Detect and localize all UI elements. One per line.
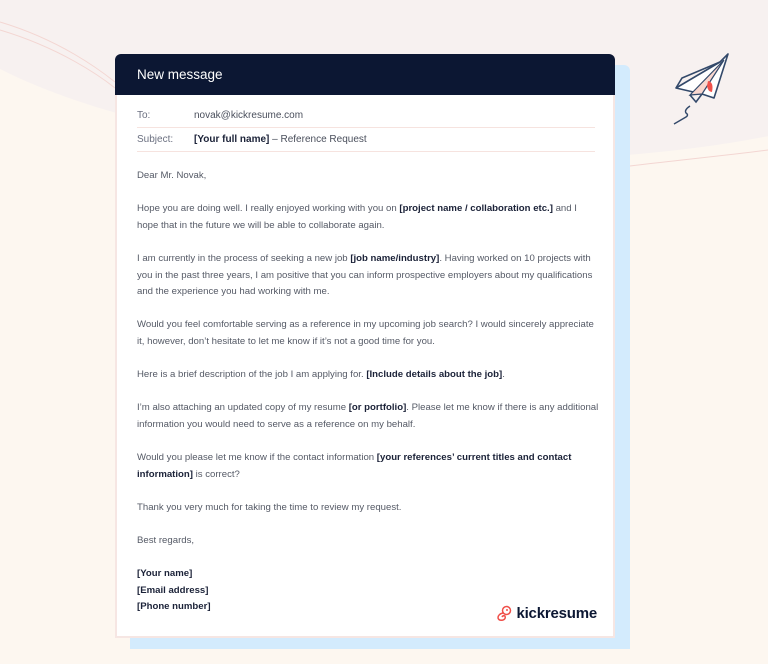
email-body[interactable] (137, 168, 599, 616)
placeholder: [project name / collaboration etc.] (399, 203, 553, 215)
subject-field[interactable] (137, 128, 595, 152)
paragraph-7: Thank you very much for taking the time to review my request. (137, 501, 402, 513)
subject-text: – Reference Request (269, 134, 367, 145)
paper-plane-icon (668, 50, 738, 128)
subject-value[interactable] (194, 134, 367, 145)
paragraph-3: Would you feel comfortable serving as a reference in my upcoming job search? I would sincerely appreciate it, however, don’t hesitate to let me know if it’s not a good time for you. (137, 319, 594, 347)
text: Here is a brief description of the job I am applying for. (137, 369, 367, 381)
kickresume-logo (496, 605, 597, 622)
subject-label: Subject: (137, 134, 174, 145)
text: I’m also attaching an updated copy of my resume (137, 402, 349, 414)
signature-phone: [Phone number] (137, 601, 211, 613)
placeholder: [Include details about the job] (366, 369, 503, 381)
text: is correct? (192, 468, 240, 480)
text: . Please let me know if there is any additional information you would need to serve as a reference on my behalf. (137, 402, 599, 430)
greeting: Dear Mr. Novak, (137, 170, 207, 181)
text: and I hope that in the future we will be able to collaborate again. (137, 203, 577, 231)
kickresume-chameleon-icon (496, 605, 513, 622)
signature-name: [Your name] (137, 568, 193, 580)
text: Would you please let me know if the contact information (137, 452, 377, 464)
paragraph-4 (137, 367, 599, 384)
placeholder: [or portfolio] (348, 402, 407, 414)
subject-placeholder: [Your full name] (194, 134, 270, 145)
signature-email: [Email address] (137, 584, 209, 596)
text: I am currently in the process of seeking a new job (137, 252, 351, 264)
placeholder: [your references’ current titles and contact information] (137, 452, 572, 480)
logo-text: kickresume (516, 605, 597, 622)
closing: Best regards, (137, 535, 195, 547)
window-title: New message (115, 54, 615, 95)
email-compose-window (115, 54, 615, 638)
text: . Having worked on 10 projects with you in the past three years, I am positive that you can inform prospective employers about my qualifications and the experience you had working with me. (137, 252, 593, 298)
email-header-fields (137, 104, 595, 152)
paragraph-5 (137, 400, 599, 433)
paragraph-6 (137, 450, 599, 483)
text: . (502, 369, 505, 381)
to-value[interactable]: novak@kickresume.com (194, 110, 304, 121)
paragraph-2 (137, 251, 599, 301)
paragraph-1 (137, 201, 599, 234)
to-field[interactable] (137, 104, 595, 128)
text: Hope you are doing well. I really enjoyed working with you on (137, 203, 400, 215)
placeholder: [job name/industry] (350, 252, 440, 264)
to-label: To: (137, 110, 151, 121)
